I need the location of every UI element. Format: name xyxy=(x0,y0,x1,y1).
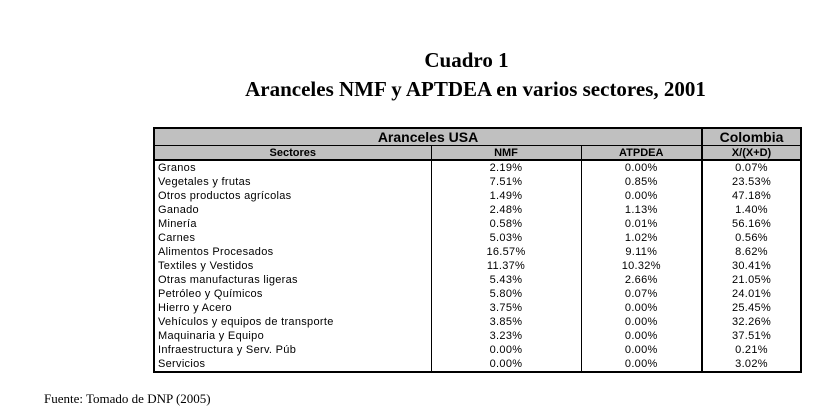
atpdea-cell: 0.07% xyxy=(581,287,702,301)
sector-cell: Ganado xyxy=(154,203,431,217)
table-row xyxy=(154,343,801,357)
ratio-cell: 32.26% xyxy=(731,316,772,328)
column-header-ratio: X/(X+D) xyxy=(702,146,801,161)
column-header-nmf: NMF xyxy=(431,146,581,161)
sector-cell: Granos xyxy=(154,160,431,175)
nmf-cell: 5.43% xyxy=(431,273,581,287)
column-header-sectores: Sectores xyxy=(154,146,431,161)
atpdea-cell: 2.66% xyxy=(581,273,702,287)
sector-cell: Carnes xyxy=(154,231,431,245)
nmf-cell: 3.85% xyxy=(431,315,581,329)
ratio-cell: 56.16% xyxy=(731,218,772,230)
table-row xyxy=(154,175,801,189)
table-row xyxy=(154,329,801,343)
nmf-cell: 11.37% xyxy=(431,259,581,273)
nmf-cell: 5.80% xyxy=(431,287,581,301)
group-header-row xyxy=(154,128,801,146)
ratio-cell: 1.40% xyxy=(735,204,768,216)
table-row xyxy=(154,287,801,301)
atpdea-cell: 0.00% xyxy=(581,301,702,315)
source-note: Fuente: Tomado de DNP (2005) xyxy=(44,391,211,406)
table-row xyxy=(154,217,801,231)
sector-cell: Hierro y Acero xyxy=(154,301,431,315)
table-row xyxy=(154,357,801,372)
nmf-cell: 0.00% xyxy=(431,357,581,372)
table-row xyxy=(154,259,801,273)
atpdea-cell: 0.00% xyxy=(581,329,702,343)
atpdea-cell: 0.01% xyxy=(581,217,702,231)
table-subtitle: Aranceles NMF y APTDEA en varios sectores, 2001 xyxy=(245,77,706,101)
atpdea-cell: 0.00% xyxy=(581,160,702,175)
table-row xyxy=(154,245,801,259)
ratio-cell: 0.07% xyxy=(735,162,768,174)
sector-cell: Vegetales y frutas xyxy=(154,175,431,189)
sector-cell: Otras manufacturas ligeras xyxy=(154,273,431,287)
nmf-cell: 3.75% xyxy=(431,301,581,315)
ratio-cell: 30.41% xyxy=(731,260,772,272)
table-body xyxy=(154,160,801,372)
ratio-cell: 23.53% xyxy=(731,176,772,188)
table-row xyxy=(154,301,801,315)
table-row xyxy=(154,189,801,203)
ratio-cell: 0.21% xyxy=(735,344,768,356)
ratio-cell: 37.51% xyxy=(731,330,772,342)
ratio-cell: 3.02% xyxy=(735,358,768,370)
sector-cell: Maquinaria y Equipo xyxy=(154,329,431,343)
ratio-cell: 0.56% xyxy=(735,232,768,244)
sector-cell: Alimentos Procesados xyxy=(154,245,431,259)
group-header-usa: Aranceles USA xyxy=(154,128,702,146)
group-header-colombia: Colombia xyxy=(702,128,801,146)
atpdea-cell: 0.00% xyxy=(581,189,702,203)
nmf-cell: 5.03% xyxy=(431,231,581,245)
column-header-atpdea: ATPDEA xyxy=(581,146,702,161)
atpdea-cell: 1.02% xyxy=(581,231,702,245)
nmf-cell: 3.23% xyxy=(431,329,581,343)
table-title: Cuadro 1 xyxy=(424,48,509,72)
ratio-cell: 47.18% xyxy=(731,190,772,202)
atpdea-cell: 9.11% xyxy=(581,245,702,259)
atpdea-cell: 0.85% xyxy=(581,175,702,189)
sector-cell: Minería xyxy=(154,217,431,231)
table-row xyxy=(154,203,801,217)
nmf-cell: 7.51% xyxy=(431,175,581,189)
nmf-cell: 2.48% xyxy=(431,203,581,217)
table-row xyxy=(154,231,801,245)
column-header-row xyxy=(154,146,801,161)
nmf-cell: 2.19% xyxy=(431,160,581,175)
ratio-cell: 8.62% xyxy=(735,246,768,258)
nmf-cell: 0.00% xyxy=(431,343,581,357)
table-row xyxy=(154,160,801,175)
sector-cell: Petróleo y Químicos xyxy=(154,287,431,301)
table-row xyxy=(154,315,801,329)
sector-cell: Otros productos agrícolas xyxy=(154,189,431,203)
nmf-cell: 16.57% xyxy=(431,245,581,259)
table-row xyxy=(154,273,801,287)
atpdea-cell: 10.32% xyxy=(581,259,702,273)
nmf-cell: 1.49% xyxy=(431,189,581,203)
ratio-cell: 24.01% xyxy=(731,288,772,300)
atpdea-cell: 0.00% xyxy=(581,343,702,357)
nmf-cell: 0.58% xyxy=(431,217,581,231)
atpdea-cell: 0.00% xyxy=(581,357,702,372)
ratio-cell: 21.05% xyxy=(731,274,772,286)
sector-cell: Textiles y Vestidos xyxy=(154,259,431,273)
tariff-table xyxy=(153,127,802,373)
ratio-cell: 25.45% xyxy=(731,302,772,314)
sector-cell: Servicios xyxy=(154,357,431,372)
sector-cell: Infraestructura y Serv. Púb xyxy=(154,343,431,357)
atpdea-cell: 0.00% xyxy=(581,315,702,329)
sector-cell: Vehículos y equipos de transporte xyxy=(154,315,431,329)
atpdea-cell: 1.13% xyxy=(581,203,702,217)
